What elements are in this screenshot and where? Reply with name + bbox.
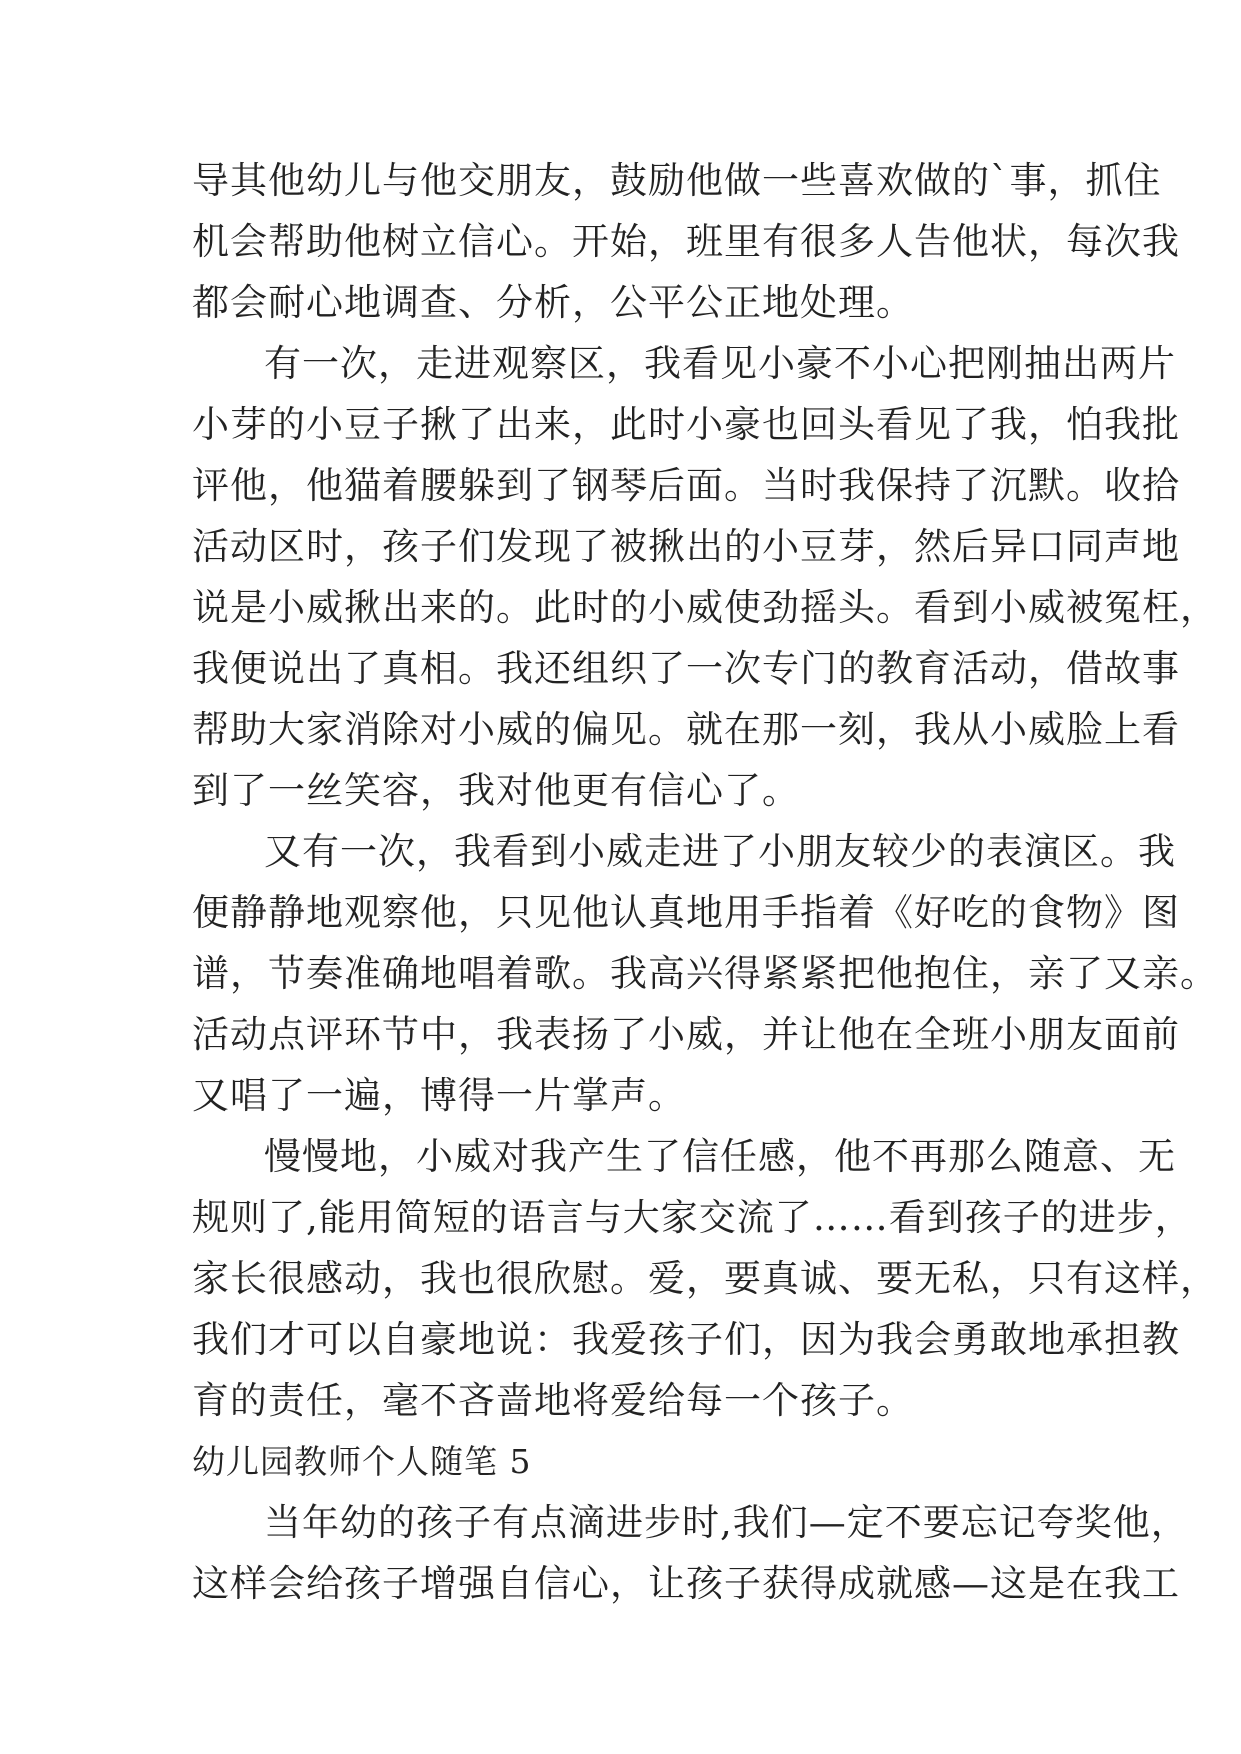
text-line: 到了一丝笑容，我对他更有信心了。 [192, 769, 800, 812]
document-body [192, 150, 1218, 1614]
text-line: 评他，他猫着腰躲到了钢琴后面。当时我保持了沉默。收拾 [192, 464, 1180, 507]
text-line: 我便说出了真相。我还组织了一次专门的教育活动，借故事 [192, 647, 1180, 690]
text-line: 家长很感动，我也很欣慰。爱，要真诚、要无私，只有这样， [192, 1257, 1218, 1300]
paragraph-first-line: 又有一次，我看到小威走进了小朋友较少的表演区。我 [264, 830, 1176, 873]
text-line: 说是小威揪出来的。此时的小威使劲摇头。看到小威被冤枉， [192, 586, 1218, 629]
text-line: 都会耐心地调查、分析，公平公正地处理。 [192, 281, 914, 324]
text-line: 活动区时，孩子们发现了被揪出的小豆芽，然后异口同声地 [192, 525, 1180, 568]
text-line: 规则了,能用简短的语言与大家交流了……看到孩子的进步， [192, 1196, 1193, 1239]
text-line: 导其他幼儿与他交朋友，鼓励他做一些喜欢做的`事，抓住 [192, 159, 1162, 202]
section-heading: 幼儿园教师个人随笔 5 [192, 1442, 532, 1481]
text-line: 这样会给孩子增强自信心，让孩子获得成就感—这是在我工 [192, 1562, 1180, 1605]
text-line: 机会帮助他树立信心。开始，班里有很多人告他状，每次我 [192, 220, 1180, 263]
text-line: 活动点评环节中，我表扬了小威，并让他在全班小朋友面前 [192, 1013, 1180, 1056]
text-line: 育的责任，毫不吝啬地将爱给每一个孩子。 [192, 1379, 914, 1422]
paragraph-first-line: 当年幼的孩子有点滴进步时,我们—定不要忘记夸奖他， [264, 1501, 1189, 1544]
paragraph-first-line: 慢慢地，小威对我产生了信任感，他不再那么随意、无 [264, 1135, 1176, 1178]
text-line: 便静静地观察他，只见他认真地用手指着《好吃的食物》图 [192, 891, 1180, 934]
paragraph-first-line: 有一次，走进观察区，我看见小豪不小心把刚抽出两片 [264, 342, 1176, 385]
text-line: 帮助大家消除对小威的偏见。就在那一刻，我从小威脸上看 [192, 708, 1180, 751]
text-line: 又唱了一遍，博得一片掌声。 [192, 1074, 686, 1117]
text-line: 小芽的小豆子揪了出来，此时小豪也回头看见了我，怕我批 [192, 403, 1180, 446]
text-line: 谱，节奏准确地唱着歌。我高兴得紧紧把他抱住，亲了又亲。 [192, 952, 1218, 995]
text-line: 我们才可以自豪地说：我爱孩子们，因为我会勇敢地承担教 [192, 1318, 1180, 1361]
